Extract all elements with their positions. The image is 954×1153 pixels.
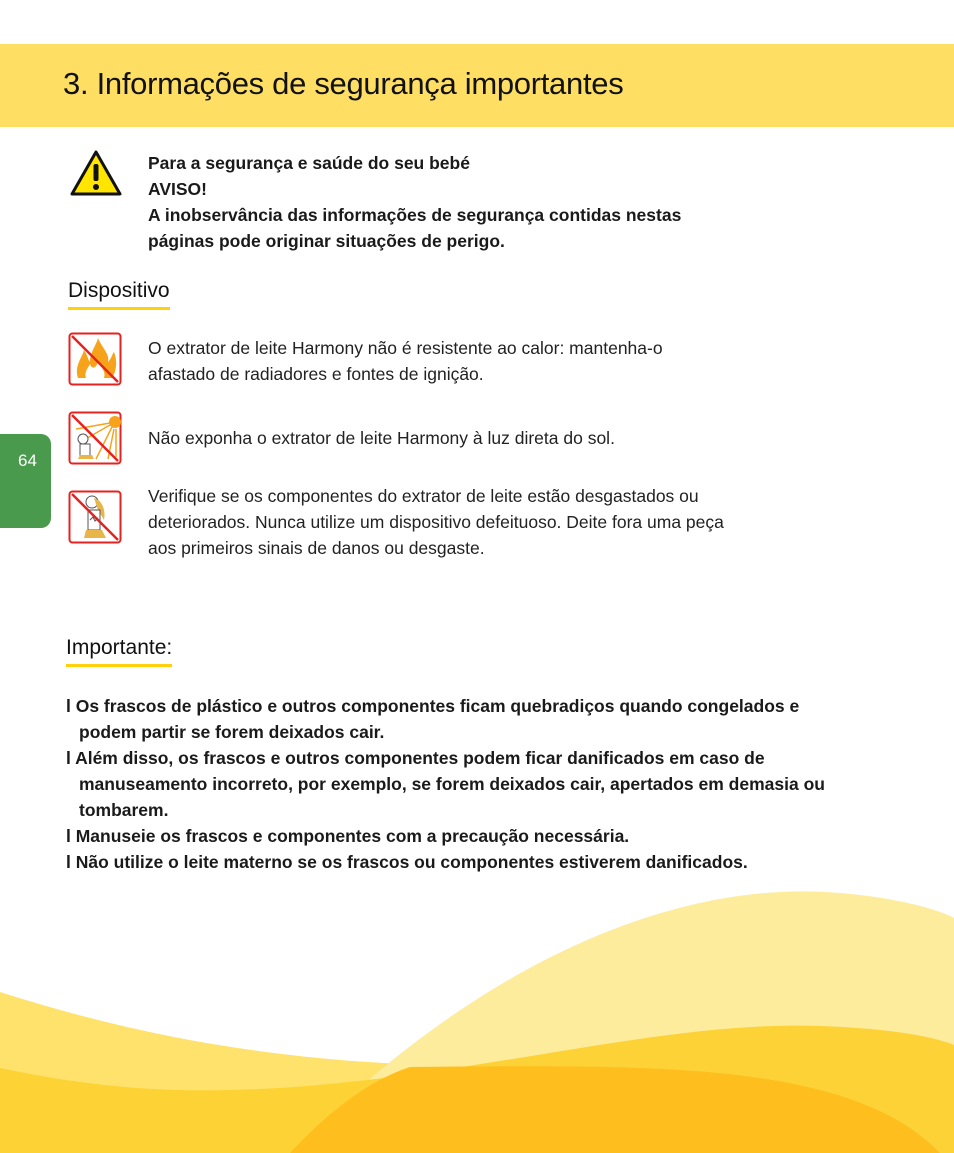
no-fire-icon	[68, 332, 122, 386]
warning-line: Para a segurança e saúde do seu bebé	[148, 153, 470, 173]
text-line: afastado de radiadores e fontes de ignição.	[148, 364, 484, 384]
warning-triangle-icon	[70, 150, 122, 196]
page-number: 64	[18, 451, 37, 470]
text-line: O extrator de leite Harmony não é resistente ao calor: mantenha-o	[148, 338, 663, 358]
text-line: deteriorados. Nunca utilize um dispositivo defeituoso. Deite fora uma peça	[148, 512, 724, 532]
text-line: aos primeiros sinais de danos ou desgaste.	[148, 538, 485, 558]
device-item-text	[148, 425, 615, 451]
section-title-text: Importante:	[66, 636, 173, 659]
device-item-text	[148, 335, 663, 387]
section-title-device	[68, 279, 170, 310]
list-item: l Além disso, os frascos e outros componentes podem ficar danificados em caso de manuseamento incorreto, por exemplo, se forem deixados cair, apertados em demasia ou tombarem.	[66, 748, 825, 820]
list-item: l Não utilize o leite materno se os frascos ou componentes estiverem danificados.	[66, 852, 748, 872]
section-title-important	[66, 636, 172, 667]
list-item: l Os frascos de plástico e outros componentes ficam quebradiços quando congelados e podem partir se forem deixados cair.	[66, 696, 800, 742]
list-item: l Manuseie os frascos e componentes com a precaução necessária.	[66, 826, 630, 846]
text-line: Verifique se os componentes do extrator de leite estão desgastados ou	[148, 486, 699, 506]
warning-text	[148, 150, 681, 254]
page-title: 3. Informações de segurança importantes	[63, 66, 624, 101]
section-title-text: Dispositivo	[68, 279, 170, 302]
page-number-tab	[0, 434, 51, 528]
important-list	[66, 693, 866, 875]
device-item-text	[148, 483, 724, 561]
warning-line: páginas pode originar situações de perigo.	[148, 231, 505, 251]
no-sunlight-icon	[68, 411, 122, 465]
warning-line: AVISO!	[148, 179, 207, 199]
warning-line: A inobservância das informações de segurança contidas nestas	[148, 205, 682, 225]
header-banner	[0, 44, 954, 127]
no-damaged-device-icon	[68, 490, 122, 544]
text-line: Não exponha o extrator de leite Harmony à luz direta do sol.	[148, 428, 615, 448]
